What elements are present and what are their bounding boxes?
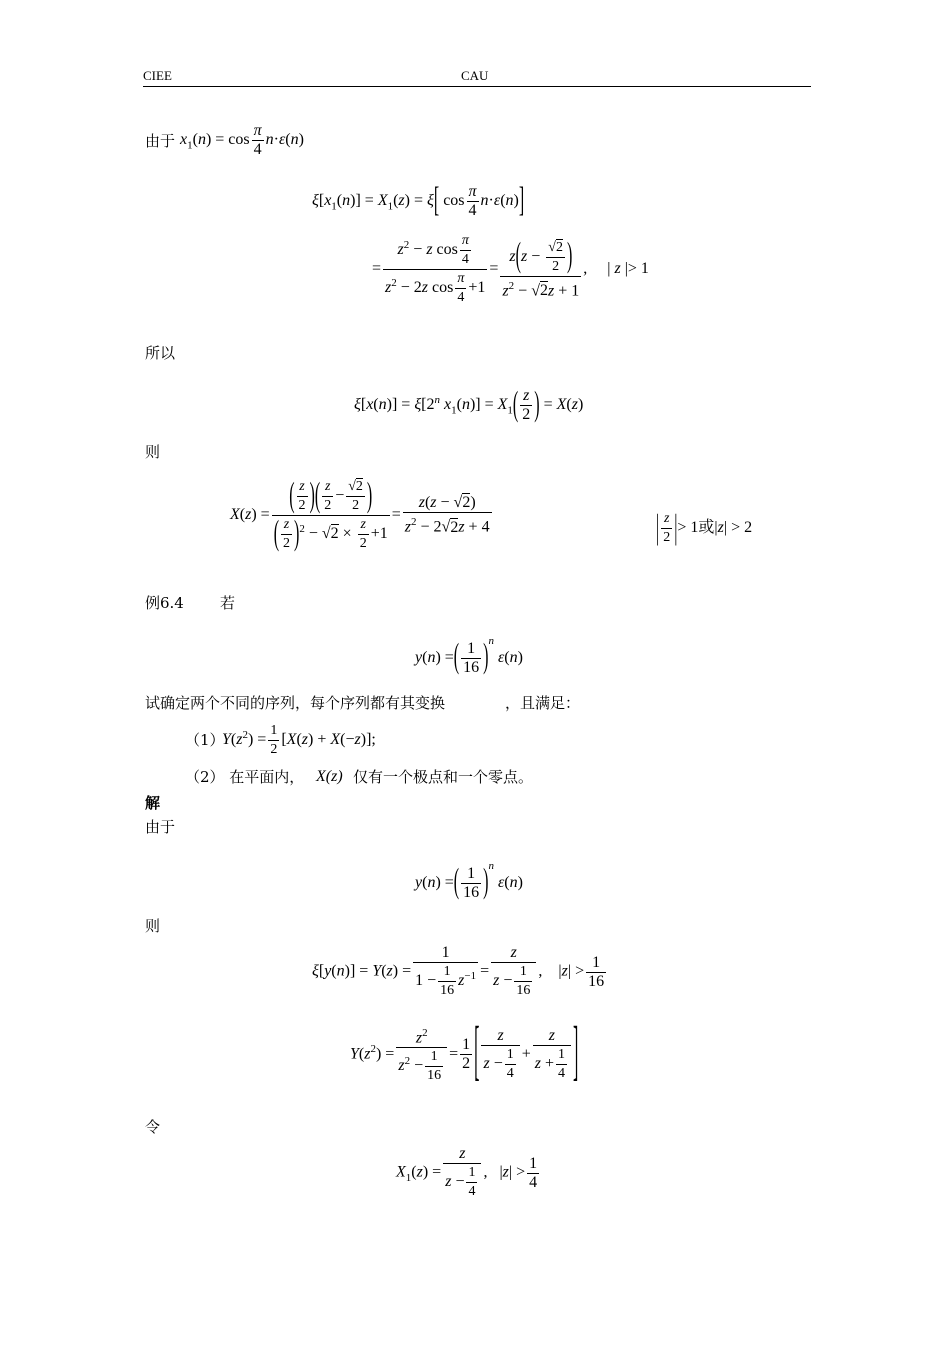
text-line: 则 xyxy=(145,443,161,461)
equation: X(z) = ( $\frac{z}{2}$ )( $\frac{z}{2}$ − $\frac{√2}{2}$ ) ( $\frac{z}{2}$ )$^2$ − √2 × $\frac{z}{2}$ +1 = $\frac{z(z - √2)}{z^2 - 2√2z + 4}$ xyxy=(230,476,490,553)
text-line: 所以 xyxy=(145,344,176,362)
eq-label xyxy=(180,132,189,150)
equation: y(n) =( $\frac{1}{16}$ )$^n$ ε(n) xyxy=(415,632,523,677)
text-line: 令 xyxy=(145,1118,161,1136)
eq-label xyxy=(415,632,422,650)
eq-label xyxy=(222,722,232,740)
equation: $\xi[x(n)] = \xi[2^n$ $x_1(n)] = X_1$( $\frac{z}{2}$ ) = X(z) xyxy=(354,385,584,424)
eq-label xyxy=(312,944,335,962)
text-line: ，且满足： xyxy=(505,694,581,712)
header-center: CAU xyxy=(461,68,489,83)
item-label: （1） xyxy=(185,731,225,749)
equation: ξ[y(n)] = Y(z) = 1 1 − $\frac{1}{16}$ $z^{-1}$ = z z − $\frac{1}{16}$ , |z| > $\frac{1}{16}$ xyxy=(312,944,605,998)
item-label: （2） 在平面内， xyxy=(185,768,305,786)
region-condition: | $\frac{z}{2}$ |> 1或|z| > 2 xyxy=(656,508,753,547)
text-line: 试确定两个不同的序列，每个序列都有其变换 xyxy=(145,694,446,712)
eq-label xyxy=(230,478,261,496)
equation: $Y(z^2)$ = $\frac{1}{2}$ [X(z) + X(−z)]; xyxy=(222,723,376,757)
text-line: 由于 xyxy=(145,818,176,836)
equation: X(z) xyxy=(316,768,343,785)
solution-label: 解 xyxy=(145,794,161,812)
text-line: 仅有一个极点和一个零点。 xyxy=(353,768,534,786)
eq-label xyxy=(396,1145,407,1163)
equation: y(n) =( $\frac{1}{16}$ )$^n$ ε(n) xyxy=(415,860,523,901)
text-line: 则 xyxy=(145,917,161,935)
text-line: 若 xyxy=(220,594,236,612)
eq-label xyxy=(312,183,326,201)
equation: = $z^2 - z$ cos $\frac{\pi}{4}$ $z^2 - 2z$ cos $\frac{\pi}{4}$ +1 = z(z − $\frac{√2}{2}$ ) $z^2 - √2z + 1$ , | z |> 1 xyxy=(372,233,649,305)
equation: $Y(z^2)$ = $z^2$ $z^2$ − $\frac{1}{16}$ = $\frac{1}{2}$ [ z z − $\frac{1}{4}$ + z z + $\frac{1}{4}$ ] xyxy=(350,1016,579,1089)
example-label: 例6.4 xyxy=(145,594,184,612)
equation: $X_1(z)$ = z z − $\frac{1}{4}$ , |z| > $\frac{1}{4}$ xyxy=(396,1145,538,1199)
eq-label xyxy=(372,232,403,250)
equation: $\xi[x_1(n)] = X_1(z) = \xi$[ cos $\frac{\pi}{4}$ n·ε(n)] xyxy=(312,181,525,220)
text-line: 由于 xyxy=(145,132,176,150)
equation: $x_1(n) = \cos$ $\frac{\pi}{4}$ n·ε(n) xyxy=(180,122,304,158)
eq-label xyxy=(350,1024,370,1042)
header-left: CIEE xyxy=(143,68,172,83)
eq-label xyxy=(354,387,369,405)
header-rule xyxy=(143,86,811,87)
